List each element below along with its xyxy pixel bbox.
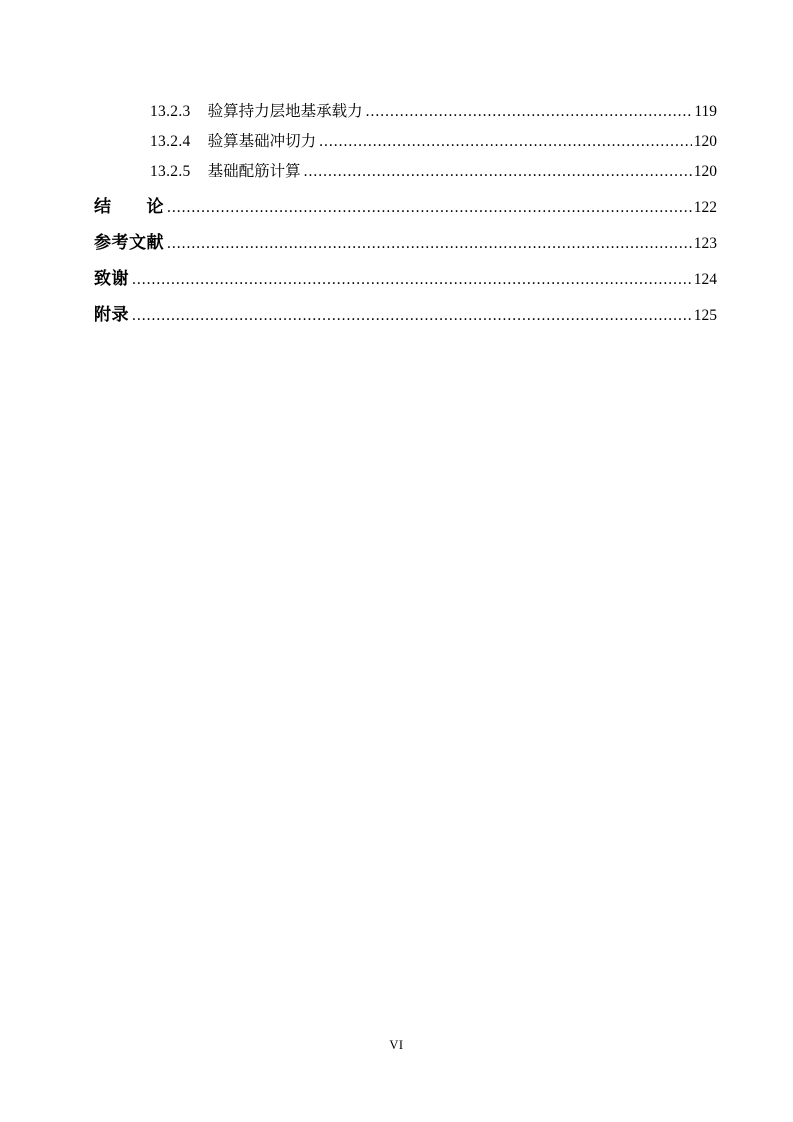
toc-entry-page: 123 — [693, 235, 717, 252]
toc-entry-title: 验算持力层地基承载力 — [207, 103, 363, 120]
toc-entry — [94, 189, 717, 225]
toc-entry-title: 致谢 — [94, 269, 129, 288]
dot-leader — [132, 298, 692, 333]
toc-entry — [94, 225, 717, 261]
dot-leader — [167, 190, 692, 225]
dot-leader — [319, 127, 692, 157]
page-number: VI — [389, 1038, 404, 1052]
toc-entry-number: 13.2.5 — [150, 163, 191, 180]
dot-leader — [132, 262, 692, 297]
toc-entry-title: 参考文献 — [94, 233, 164, 252]
toc-entry-title: 验算基础冲切力 — [207, 133, 317, 150]
toc-entry — [94, 157, 717, 187]
table-of-contents — [94, 97, 717, 333]
toc-entry-number: 13.2.4 — [150, 133, 191, 150]
dot-leader — [167, 226, 692, 261]
toc-entry-page: 120 — [693, 163, 717, 180]
toc-entry-page: 122 — [693, 199, 717, 216]
dot-leader — [304, 157, 692, 187]
toc-entry-title: 附录 — [94, 305, 129, 324]
toc-entry-page: 125 — [693, 307, 717, 324]
toc-entry — [94, 127, 717, 157]
toc-entry — [94, 261, 717, 297]
toc-entry-title: 基础配筋计算 — [207, 163, 301, 180]
toc-entry-page: 119 — [694, 103, 717, 120]
toc-entry-page: 120 — [693, 133, 717, 150]
toc-entry-number: 13.2.3 — [150, 103, 191, 120]
toc-entry — [94, 97, 717, 127]
dot-leader — [366, 97, 693, 127]
toc-entry-title: 结 论 — [94, 197, 164, 216]
toc-entry-page: 124 — [693, 271, 717, 288]
toc-entry — [94, 297, 717, 333]
